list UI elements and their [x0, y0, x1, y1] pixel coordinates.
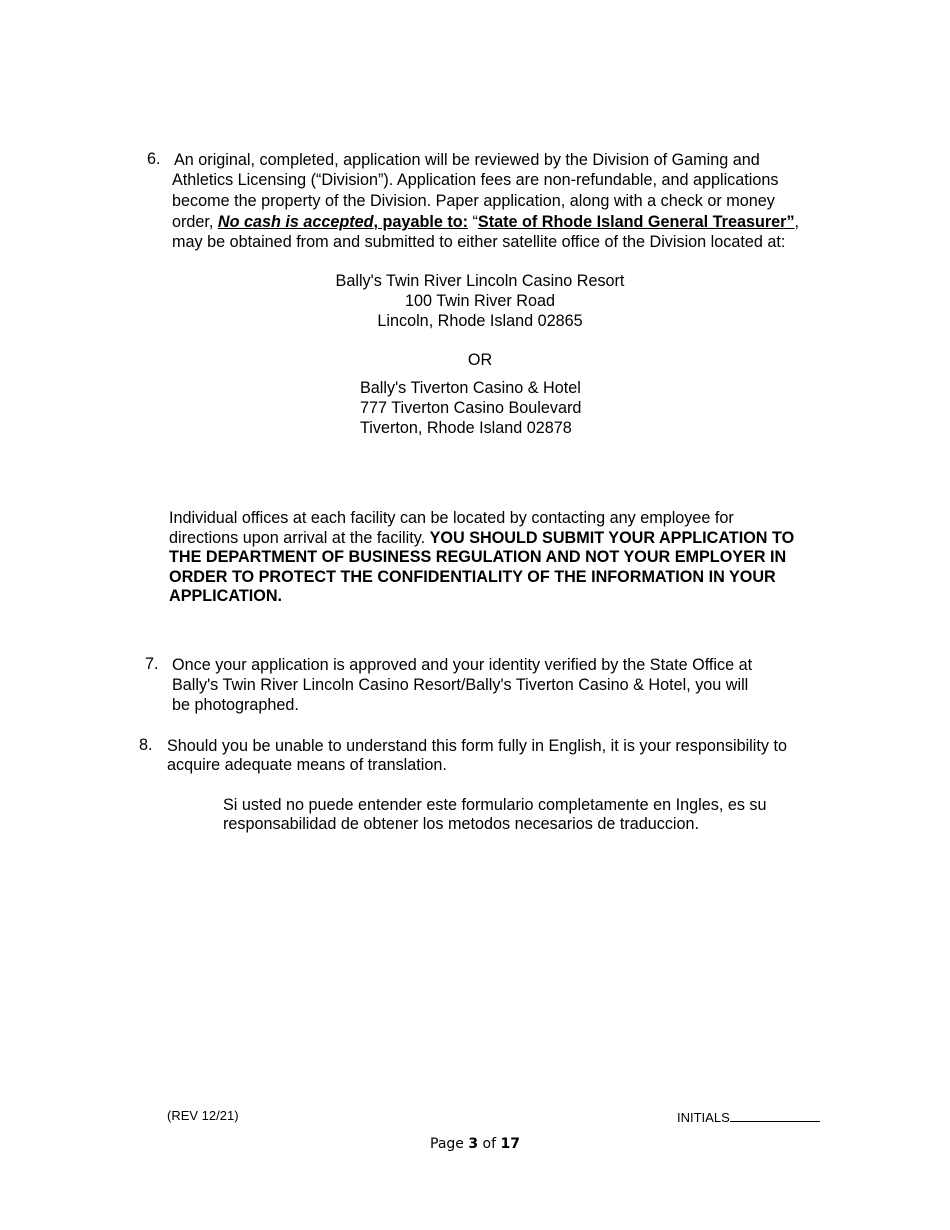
office-2-name: Bally's Tiverton Casino & Hotel [360, 379, 581, 397]
initials-line [730, 1108, 820, 1122]
payable-to-label: payable to: [378, 213, 468, 231]
payee-quote-open: “ [468, 213, 478, 231]
no-cash-notice: No cash is accepted [217, 213, 374, 231]
item-6-line-1: An original, completed, application will be reviewed by the Division of Gaming and [174, 151, 760, 169]
page-number [375, 1136, 575, 1152]
individual-line-2-plain: directions upon arrival at the facility. [169, 528, 430, 547]
payee-name: State of Rhode Island General Treasurer” [477, 213, 795, 231]
no-cash-comma: , [373, 213, 379, 231]
item-8-line-2: acquire adequate means of translation. [167, 756, 447, 774]
or-separator: OR [467, 351, 493, 369]
individual-line-1: Individual offices at each facility can be located by contacting any employee for [169, 509, 734, 527]
spanish-line-1: Si usted no puede entender este formulario completamente en Ingles, es su [223, 796, 767, 814]
item-8-line-1: Should you be unable to understand this form fully in English, it is your responsibility to [167, 737, 787, 755]
payee-end-comma: , [794, 213, 800, 231]
item-6-line-4 [172, 212, 799, 233]
spanish-line-2: responsabilidad de obtener los metodos necesarios de traduccion. [223, 815, 700, 833]
office-2-street: 777 Tiverton Casino Boulevard [360, 399, 582, 417]
item-7-line-2: Bally's Twin River Lincoln Casino Resort/Bally's Tiverton Casino & Hotel, you will [172, 676, 749, 694]
item-6-line-5: may be obtained from and submitted to either satellite office of the Division located at: [172, 233, 786, 251]
office-1-city: Lincoln, Rhode Island 02865 [377, 312, 583, 330]
current-page: 3 [468, 1136, 479, 1152]
order-prefix: order, [172, 213, 218, 231]
page-word: Page [430, 1136, 469, 1152]
individual-line-3: THE DEPARTMENT OF BUSINESS REGULATION AND NOT YOUR EMPLOYER IN [169, 548, 787, 566]
revision-label: (REV 12/21) [167, 1108, 239, 1123]
office-1-street: 100 Twin River Road [405, 292, 555, 310]
individual-line-2-bold: YOU SHOULD SUBMIT YOUR APPLICATION TO [429, 528, 795, 547]
item-6-line-2: Athletics Licensing (“Division”). Application fees are non-refundable, and applications [172, 171, 779, 189]
item-7-number: 7. [145, 655, 159, 673]
individual-offices-paragraph [169, 509, 794, 607]
item-7-line-1: Once your application is approved and your identity verified by the State Office at [172, 656, 753, 674]
item-8-number: 8. [139, 736, 153, 754]
total-pages: 17 [500, 1136, 520, 1152]
individual-line-4: ORDER TO PROTECT THE CONFIDENTIALITY OF THE INFORMATION IN YOUR [169, 567, 776, 586]
individual-line-5: APPLICATION. [169, 587, 283, 605]
item-6-line-3: become the property of the Division. Paper application, along with a check or money [172, 192, 775, 210]
initials-field [677, 1108, 820, 1125]
office-2-city: Tiverton, Rhode Island 02878 [360, 419, 572, 437]
office-1-name: Bally's Twin River Lincoln Casino Resort [335, 272, 625, 290]
individual-line-2 [169, 529, 794, 549]
initials-label: INITIALS [677, 1110, 730, 1125]
item-6-number: 6. [147, 150, 161, 168]
of-word: of [478, 1136, 501, 1152]
item-7-line-3: be photographed. [172, 696, 299, 714]
